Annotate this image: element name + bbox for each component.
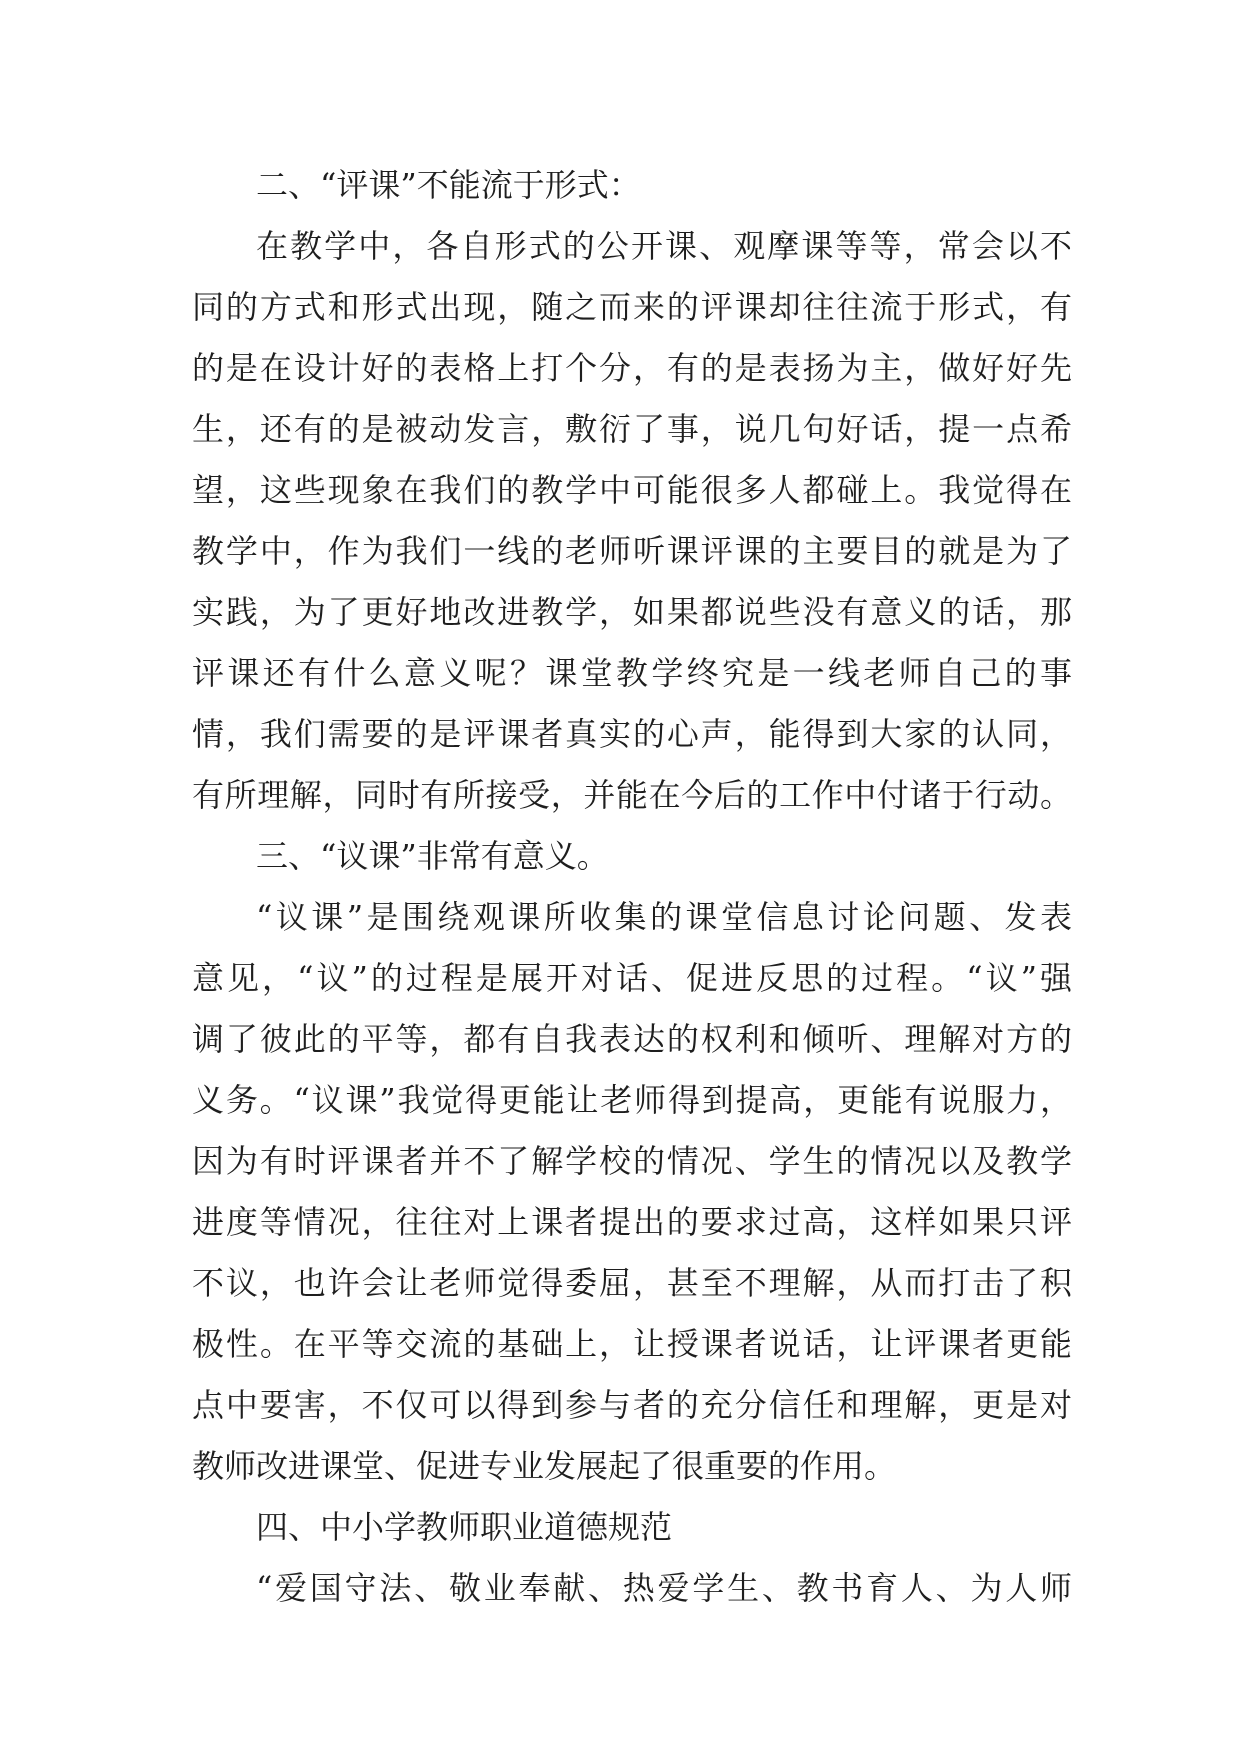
document-body	[192, 155, 1072, 1619]
text-line: “议课”是围绕观课所收集的课堂信息讨论问题、发表	[256, 898, 1072, 936]
text-line: 义务。“议课”我觉得更能让老师得到提高，更能有说服力，	[192, 1081, 1072, 1119]
text-line: 二、“评课”不能流于形式：	[256, 166, 641, 204]
text-line: 在教学中，各自形式的公开课、观摩课等等，常会以不	[256, 227, 1072, 265]
text-line: “爱国守法、敬业奉献、热爱学生、教书育人、为人师	[256, 1569, 1072, 1607]
text-line: 教学中，作为我们一线的老师听课评课的主要目的就是为了	[192, 532, 1072, 570]
text-line: 同的方式和形式出现，随之而来的评课却往往流于形式，有	[192, 288, 1072, 326]
text-line: 生，还有的是被动发言，敷衍了事，说几句好话，提一点希	[192, 410, 1072, 448]
text-line: 评课还有什么意义呢？课堂教学终究是一线老师自己的事	[192, 654, 1072, 692]
text-line: 教师改进课堂、促进专业发展起了很重要的作用。	[192, 1447, 897, 1485]
text-line: 不议，也许会让老师觉得委屈，甚至不理解，从而打击了积	[192, 1264, 1072, 1302]
text-line: 实践，为了更好地改进教学，如果都说些没有意义的话，那	[192, 593, 1072, 631]
text-line: 的是在设计好的表格上打个分，有的是表扬为主，做好好先	[192, 349, 1072, 387]
text-line: 调了彼此的平等，都有自我表达的权利和倾听、理解对方的	[192, 1020, 1072, 1058]
text-line: 四、中小学教师职业道德规范	[256, 1508, 673, 1546]
text-line: 意见，“议”的过程是展开对话、促进反思的过程。“议”强	[192, 959, 1072, 997]
text-line: 因为有时评课者并不了解学校的情况、学生的情况以及教学	[192, 1142, 1072, 1180]
text-line: 有所理解，同时有所接受，并能在今后的工作中付诸于行动。	[192, 776, 1072, 814]
text-line: 极性。在平等交流的基础上，让授课者说话，让评课者更能	[192, 1325, 1072, 1363]
text-line: 望，这些现象在我们的教学中可能很多人都碰上。我觉得在	[192, 471, 1072, 509]
text-line: 点中要害，不仅可以得到参与者的充分信任和理解，更是对	[192, 1386, 1072, 1424]
text-line: 情，我们需要的是评课者真实的心声，能得到大家的认同，	[192, 715, 1072, 753]
text-line: 三、“议课”非常有意义。	[256, 837, 609, 875]
text-line: 进度等情况，往往对上课者提出的要求过高，这样如果只评	[192, 1203, 1072, 1241]
